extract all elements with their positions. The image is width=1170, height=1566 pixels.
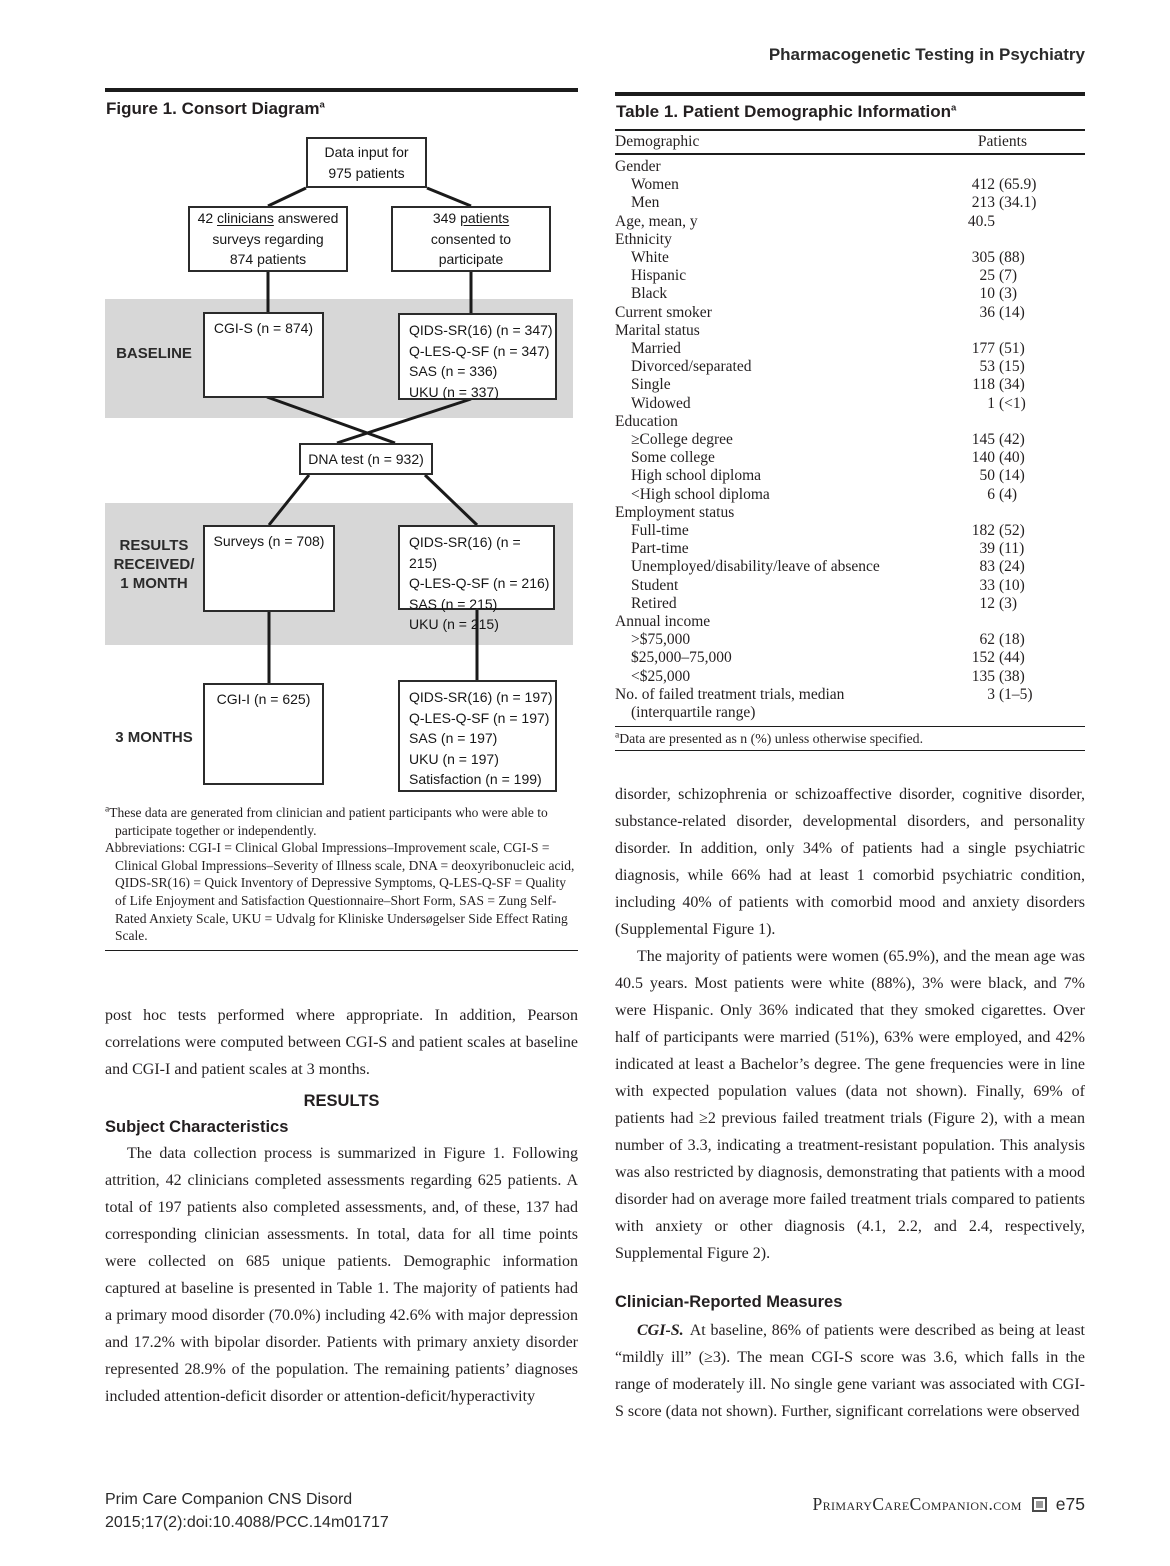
table-row [615, 649, 1085, 667]
row-label: >$75,000 [631, 631, 691, 649]
row-value [955, 285, 1085, 303]
table-row [615, 540, 1085, 558]
flow-box [398, 680, 557, 792]
table-row [615, 340, 1085, 358]
figure-title [106, 99, 578, 119]
row-label: Hispanic [631, 267, 687, 285]
row-value [955, 631, 1085, 649]
table-row [615, 431, 1085, 449]
row-label: Divorced/separated [631, 358, 752, 376]
row-value-count [955, 158, 995, 176]
row-value-percent [995, 504, 1085, 522]
row-value-count: 1 [987, 394, 995, 412]
flow-box-line: QIDS-SR(16) (n = 215) [409, 534, 521, 571]
right-body-text [615, 781, 1085, 1425]
row-value [955, 267, 1085, 285]
demographics-rows [615, 155, 1085, 722]
table-row [615, 213, 1085, 231]
table-row [615, 413, 1085, 431]
row-value [955, 376, 1085, 394]
flow-box [188, 206, 348, 272]
row-value-percent: (14) [999, 303, 1025, 321]
row-label: Single [631, 376, 671, 394]
row-value-count: 3 [987, 685, 995, 703]
flow-box [391, 206, 551, 272]
flow-box-line: CGI-I (n = 625) [216, 691, 311, 707]
row-value-count: 182 [971, 522, 995, 540]
table-footnote [615, 728, 1085, 749]
consort-diagram [105, 130, 578, 796]
row-label: Gender [615, 158, 661, 175]
table-bottom-rule [615, 750, 1085, 751]
flow-box [203, 525, 335, 612]
footer-site-url: PrimaryCareCompanion.com [812, 1494, 1022, 1514]
table-row [615, 322, 1085, 340]
row-label: Women [631, 176, 679, 194]
row-label: Education [615, 412, 678, 430]
row-value [955, 194, 1085, 212]
row-value-percent: (38) [999, 667, 1025, 685]
row-value-count: 62 [979, 631, 995, 649]
table-row [615, 304, 1085, 322]
row-value [955, 395, 1085, 413]
row-value-percent [995, 413, 1085, 431]
row-label: Student [631, 576, 679, 594]
row-value-count: 53 [979, 358, 995, 376]
flow-box-line: UKU (n = 215) [409, 616, 499, 632]
table-row [615, 249, 1085, 267]
row-label: Men [631, 194, 660, 212]
flow-box-line: CGI-S (n = 874) [213, 320, 314, 336]
row-value [955, 467, 1085, 485]
row-value [955, 413, 1085, 431]
flow-box-line: Satisfaction (n = 199) [409, 771, 542, 787]
table-row [615, 467, 1085, 485]
connector-line [427, 188, 471, 206]
row-value [955, 340, 1085, 358]
row-value-percent: (44) [999, 649, 1025, 667]
row-value-percent: (15) [999, 358, 1025, 376]
table-row [615, 613, 1085, 631]
column-header-demographic: Demographic [615, 133, 700, 150]
running-head: Pharmacogenetic Testing in Psychiatry [768, 45, 1085, 64]
stage-label [108, 344, 200, 363]
connector-line [425, 475, 477, 525]
flow-box-line: 975 patients [328, 164, 405, 181]
table-row [615, 577, 1085, 595]
row-label: Current smoker [615, 303, 712, 321]
table-row [615, 231, 1085, 249]
flow-box-line: QIDS-SR(16) (n = 347) [409, 322, 553, 338]
table-footnote-marker: a [615, 730, 620, 741]
row-value-count: 412 [971, 176, 995, 194]
row-value-count: 33 [979, 576, 995, 594]
connector-line [269, 475, 309, 525]
row-value-percent: (7) [999, 267, 1018, 285]
row-value [955, 249, 1085, 267]
flow-box [203, 683, 324, 785]
paragraph: The data collection process is summarized in Figure 1. Following attrition, 42 clinicians completed assessments regarding 625 patients. A total of 197 patients also completed assessments, and, of these, 137 had corresponding clinician assessments. In total, data for all time points were collected on 685 unique patients. Demographic information captured at baseline is presented in Table 1. The majority of patients had a primary mood disorder (70.0%) including 42.6% with major depression and 17.2% with bipolar disorder. Patients with primary anxiety disorder represented 28.9% of the population. The remaining patients’ diagnoses included attention-deficit disorder or attention-deficit/hyperactivity [105, 1145, 578, 1405]
row-value [955, 668, 1085, 686]
row-value [955, 486, 1085, 504]
flow-box-line: Q-LES-Q-SF (n = 216) [409, 575, 550, 591]
table-row [615, 595, 1085, 613]
row-label: Age, mean, y [615, 212, 698, 230]
row-value-percent: (52) [999, 522, 1025, 540]
table-row [615, 631, 1085, 649]
row-value [955, 540, 1085, 558]
row-value-percent [995, 158, 1085, 176]
row-value-percent: (14) [999, 467, 1025, 485]
column-header-patients: Patients [977, 133, 1027, 150]
flow-box-line: DNA test (n = 932) [308, 450, 424, 467]
row-value-percent [995, 322, 1085, 340]
row-value [955, 558, 1085, 576]
table-row [615, 558, 1085, 576]
row-label: Employment status [615, 503, 735, 521]
left-body-text [105, 1002, 578, 1410]
row-value-count: 25 [979, 267, 995, 285]
row-value-count [955, 613, 995, 631]
row-value [955, 304, 1085, 322]
row-value-count: 39 [979, 540, 995, 558]
figure-footnote-item: $^a$These data are generated from clinician and patient participants who were able to participate together or independently. [105, 804, 548, 838]
row-value [955, 686, 1085, 704]
row-value-count: 83 [979, 558, 995, 576]
row-value-count: 305 [971, 249, 995, 267]
row-value [955, 649, 1085, 667]
row-value [955, 231, 1085, 249]
row-value [955, 595, 1085, 613]
row-value-percent: (3) [999, 285, 1018, 303]
row-label: ≥College degree [631, 431, 733, 449]
row-value-count: 40.5 [967, 212, 995, 230]
row-label: Ethnicity [615, 230, 672, 248]
row-label: Unemployed/disability/leave of absence [631, 558, 880, 576]
row-value-percent: (88) [999, 249, 1025, 267]
row-value-count: 135 [971, 667, 995, 685]
footer-journal-citation [105, 1488, 389, 1534]
row-value-count: 152 [971, 649, 995, 667]
table-header-row [615, 131, 1085, 153]
connector-line [267, 397, 395, 443]
table-row [615, 285, 1085, 303]
table-top-rule [615, 92, 1085, 96]
flow-box-line: SAS (n = 197) [409, 730, 498, 746]
stage-label [108, 536, 200, 593]
connector-line [268, 188, 306, 206]
row-value-count [955, 322, 995, 340]
figure-bottom-rule [105, 950, 578, 951]
row-value [955, 449, 1085, 467]
row-value-count: 118 [972, 376, 995, 394]
row-value-count [955, 504, 995, 522]
figure-footnote [105, 804, 578, 945]
row-value-percent: (10) [999, 576, 1025, 594]
row-value-count: 36 [979, 303, 995, 321]
figure-1-block [105, 88, 578, 951]
row-label: Marital status [615, 321, 700, 339]
flow-box-line: 42 clinicians answered [197, 210, 339, 227]
table-row [615, 686, 1085, 704]
figure-footnote-item: Abbreviations: CGI-I = Clinical Global Impressions–Improvement scale, CGI-S = Clinical Global Impressions–Severity of Illness scale, DNA = deoxyribonucleic acid, QIDS-SR(16) = Quick Inventory of Depressive Symptoms, Q-LES-Q-SF = Quality of Life Enjoyment and Satisfaction Questionnaire–Short Form, SAS = Zung Self-Rated Anxiety Scale, UKU = Udvalg for Kliniske Undersøgelser Side Effect Rating Scale. [105, 840, 575, 944]
flow-box [203, 312, 324, 398]
row-value-percent: (65.9) [999, 176, 1037, 194]
row-value-count: 213 [971, 194, 995, 212]
cgi-s-lead-in: CGI-S. [637, 1322, 684, 1339]
row-value-percent: (4) [999, 485, 1018, 503]
flow-box-line: consented to [430, 230, 512, 247]
flow-box [299, 443, 433, 475]
flow-box-line: QIDS-SR(16) (n = 197) [409, 689, 553, 705]
stage-label-line: 1 MONTH [120, 575, 188, 592]
row-value-percent: (24) [999, 558, 1025, 576]
footer-doi: 2015;17(2):doi:10.4088/PCC.14m01717 [105, 1514, 389, 1531]
flow-box-line: UKU (n = 197) [409, 750, 499, 767]
table-row [615, 376, 1085, 394]
figure-top-rule [105, 88, 578, 92]
row-label: Part-time [631, 540, 689, 558]
row-value-percent [995, 213, 1085, 231]
row-value-count: 145 [971, 431, 995, 449]
row-value-percent [995, 231, 1085, 249]
page-marker-icon [1032, 1497, 1047, 1512]
footer-page-number: e75 [1055, 1494, 1085, 1514]
row-value-percent: (11) [999, 540, 1025, 558]
row-value [955, 577, 1085, 595]
flow-box-line: participate [438, 251, 504, 268]
row-value [955, 158, 1085, 176]
figure-title-text: Figure 1. Consort Diagram [106, 99, 320, 118]
row-value-count: 12 [979, 594, 995, 612]
row-label: $25,000–75,000 [631, 649, 732, 667]
flow-box-line: SAS (n = 215) [409, 595, 498, 612]
flow-box [306, 137, 427, 188]
row-value-count: 50 [979, 467, 995, 485]
row-value-percent: (34.1) [999, 194, 1037, 212]
row-value-percent: (3) [999, 594, 1018, 612]
table-row [615, 267, 1085, 285]
flow-box [398, 525, 555, 632]
table-row-continuation [615, 704, 1085, 722]
row-label: Some college [631, 449, 715, 467]
row-value [955, 613, 1085, 631]
row-value-count: 10 [979, 285, 995, 303]
subject-characteristics-heading: Subject Characteristics [105, 1118, 289, 1136]
table-row [615, 486, 1085, 504]
row-value-count: 177 [971, 340, 995, 358]
row-label: Married [631, 340, 681, 358]
table-row [615, 522, 1085, 540]
table-title-text: Table 1. Patient Demographic Information [616, 102, 952, 121]
row-label: Full-time [631, 522, 689, 540]
connector-line [337, 399, 471, 443]
row-value [955, 176, 1085, 194]
results-heading: RESULTS [303, 1092, 380, 1110]
row-value-percent: (42) [999, 431, 1025, 449]
row-value-percent: (40) [999, 449, 1025, 467]
stage-label [108, 728, 200, 747]
row-value [955, 522, 1085, 540]
flow-box-line: UKU (n = 337) [409, 383, 499, 400]
table-row [615, 668, 1085, 686]
row-value-percent: (<1) [999, 394, 1026, 412]
paragraph: post hoc tests performed where appropriate. In addition, Pearson correlations were computed between CGI-S and patient scales at baseline and CGI-I and patient scales at 3 months. [105, 1007, 578, 1078]
stage-label-line: RECEIVED/ [113, 556, 195, 573]
row-value-percent: (34) [999, 376, 1025, 394]
row-value-percent: (18) [999, 631, 1025, 649]
row-label: <$25,000 [631, 667, 691, 685]
table-row [615, 194, 1085, 212]
row-label: Widowed [631, 394, 691, 412]
table-row [615, 504, 1085, 522]
row-label: Black [631, 285, 668, 303]
table-row [615, 158, 1085, 176]
table-row [615, 395, 1085, 413]
flow-box-line: surveys regarding [212, 230, 324, 247]
stage-label-line: 3 MONTHS [115, 729, 193, 746]
row-value [955, 322, 1085, 340]
row-value [955, 213, 1085, 231]
flow-box-line: Q-LES-Q-SF (n = 347) [409, 342, 550, 359]
table-row [615, 176, 1085, 194]
row-value [955, 431, 1085, 449]
flow-box-line: Q-LES-Q-SF (n = 197) [409, 709, 550, 726]
table-title-footnote-marker: a [951, 102, 957, 114]
row-label: High school diploma [631, 467, 762, 485]
table-footnote-text: $^a$Data are presented as n (%) unless otherwise specified. [615, 730, 924, 747]
row-label-continuation: (interquartile range) [631, 704, 756, 722]
flow-box-line: 874 patients [229, 251, 307, 268]
row-label: Retired [631, 594, 677, 612]
paragraph: CGI-S. At baseline, 86% of patients were described as being at least “mildly ill” (≥3). The mean CGI-S score was 3.6, which falls in the range of moderately ill. No single gene variant was associated with CGI-S score (data not shown). Further, significant correlations were observed [615, 1322, 1085, 1420]
flow-box-line: 349 patients [432, 210, 510, 227]
paragraph: disorder, schizophrenia or schizoaffective disorder, cognitive disorder, substance-related disorder, developmental disorders, and personality disorder. In addition, only 34% of patients had a single psychiatric diagnosis, while 66% had at least 1 comorbid psychiatric condition, including 40% of patients with comorbid mood and anxiety disorders (Supplemental Figure 1). [615, 786, 1085, 938]
table-1-block [615, 92, 1085, 751]
row-value-percent: (51) [999, 340, 1025, 358]
flow-box-line: SAS (n = 336) [409, 363, 498, 379]
row-value-count [955, 413, 995, 431]
row-label: <High school diploma [631, 485, 770, 503]
row-value-count: 6 [987, 485, 995, 503]
table-rule [615, 726, 1085, 727]
figure-title-footnote-marker: a [319, 99, 325, 111]
row-value-count: 140 [971, 449, 995, 467]
row-value-percent: (1–5) [999, 685, 1033, 703]
flow-box-line: Surveys (n = 708) [213, 533, 325, 549]
flow-box-line: Data input for [324, 144, 409, 160]
row-label: No. of failed treatment trials, median [615, 685, 845, 703]
paragraph: The majority of patients were women (65.9%), and the mean age was 40.5 years. Most patients were white (88%), 3% were black, and 7% were Hispanic. Only 36% indicated that they smoked cigarettes. Over half of participants were married (51%), 63% were employed, and 42% indicated at least a Bachelor’s degree. The gene frequencies were in line with expected population values (data not shown). Finally, 69% of patients had ≥2 previous failed treatment trials (Figure 2), with a mean number of 3.3, indicating a treatment-resistant population. This analysis was also restricted by diagnosis, demonstrating that patients with a mood disorder had on average more failed treatment trials compared to patients with anxiety or other diagnosis (4.1, 2.2, and 2.4, respectively, Supplemental Figure 2). [615, 948, 1085, 1262]
table-title [616, 102, 1085, 122]
row-label: White [631, 249, 669, 267]
stage-label-line: BASELINE [116, 345, 192, 362]
row-label: Annual income [615, 613, 711, 631]
table-row [615, 358, 1085, 376]
table-row [615, 449, 1085, 467]
clinician-reported-measures-heading: Clinician-Reported Measures [615, 1293, 843, 1311]
footer-journal-name: Prim Care Companion CNS Disord [105, 1491, 353, 1508]
footer-site-page [812, 1494, 1085, 1515]
row-value-percent [995, 613, 1085, 631]
row-value-count [955, 231, 995, 249]
row-value [955, 504, 1085, 522]
row-value [955, 358, 1085, 376]
stage-label-line: RESULTS [119, 537, 189, 554]
flow-box [398, 313, 557, 400]
